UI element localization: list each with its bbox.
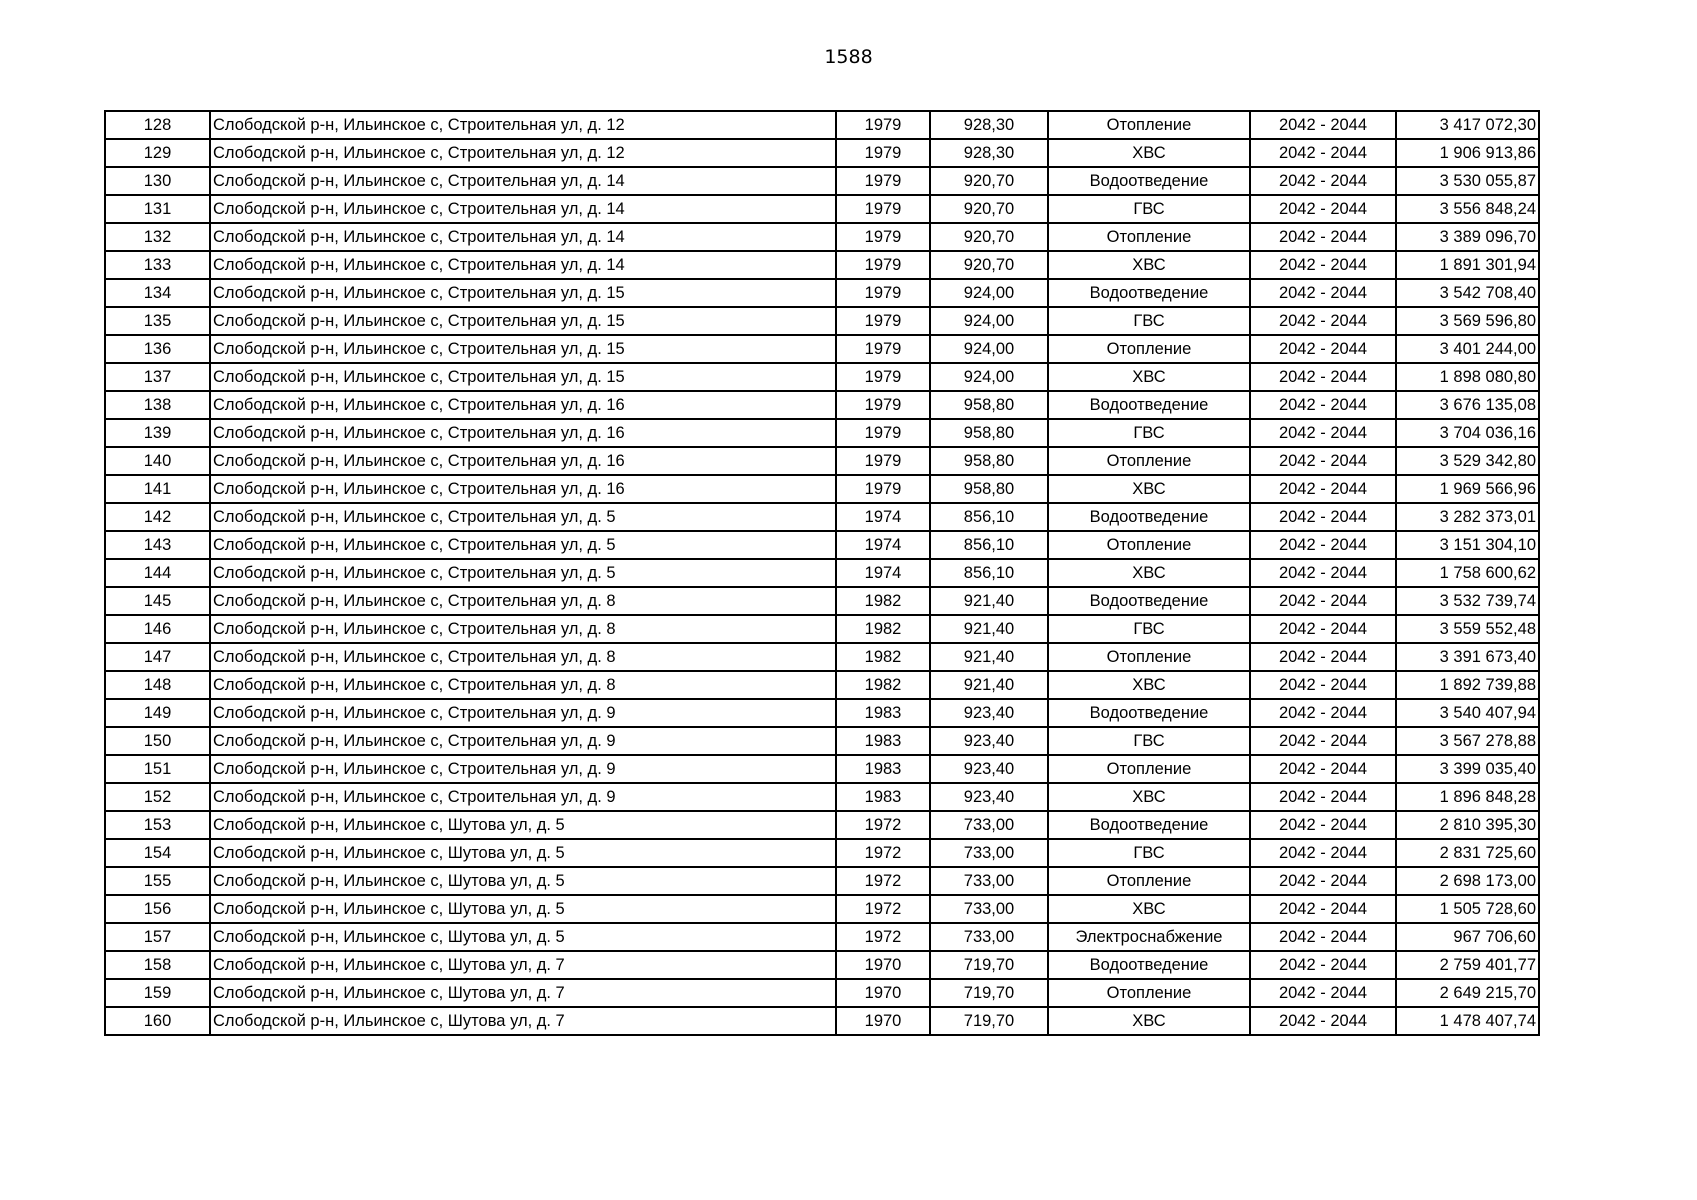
year-cell: 1983 [836,727,930,755]
table-row [105,223,1539,251]
year-cell: 1979 [836,447,930,475]
year-cell: 1979 [836,139,930,167]
year-cell: 1979 [836,363,930,391]
table-row [105,111,1539,139]
address-cell: Слободской р-н, Ильинское с, Строительная ул, д. 14 [210,195,836,223]
table-row [105,391,1539,419]
cost-cell: 3 556 848,24 [1396,195,1539,223]
row-number-cell: 140 [105,447,210,475]
year-cell: 1979 [836,475,930,503]
area-cell: 924,00 [930,279,1048,307]
area-cell: 733,00 [930,923,1048,951]
row-number-cell: 157 [105,923,210,951]
table-row [105,335,1539,363]
period-cell: 2042 - 2044 [1250,139,1396,167]
table-row [105,671,1539,699]
table-row [105,699,1539,727]
work-type-cell: Электроснабжение [1048,923,1250,951]
work-type-cell: Водоотведение [1048,699,1250,727]
table-row [105,307,1539,335]
address-cell: Слободской р-н, Ильинское с, Строительная ул, д. 12 [210,111,836,139]
row-number-cell: 146 [105,615,210,643]
year-cell: 1983 [836,783,930,811]
cost-cell: 3 399 035,40 [1396,755,1539,783]
area-cell: 958,80 [930,419,1048,447]
area-cell: 921,40 [930,643,1048,671]
cost-cell: 3 540 407,94 [1396,699,1539,727]
period-cell: 2042 - 2044 [1250,839,1396,867]
cost-cell: 3 529 342,80 [1396,447,1539,475]
address-cell: Слободской р-н, Ильинское с, Строительная ул, д. 9 [210,727,836,755]
row-number-cell: 132 [105,223,210,251]
row-number-cell: 138 [105,391,210,419]
address-cell: Слободской р-н, Ильинское с, Строительная ул, д. 16 [210,419,836,447]
work-type-cell: Водоотведение [1048,811,1250,839]
work-type-cell: Отопление [1048,447,1250,475]
year-cell: 1983 [836,699,930,727]
table-row [105,531,1539,559]
period-cell: 2042 - 2044 [1250,559,1396,587]
address-cell: Слободской р-н, Ильинское с, Строительная ул, д. 16 [210,391,836,419]
work-type-cell: ГВС [1048,615,1250,643]
address-cell: Слободской р-н, Ильинское с, Строительная ул, д. 15 [210,279,836,307]
work-type-cell: Отопление [1048,755,1250,783]
period-cell: 2042 - 2044 [1250,167,1396,195]
year-cell: 1982 [836,615,930,643]
row-number-cell: 145 [105,587,210,615]
cost-cell: 1 892 739,88 [1396,671,1539,699]
work-type-cell: Отопление [1048,223,1250,251]
cost-cell: 2 831 725,60 [1396,839,1539,867]
area-cell: 733,00 [930,811,1048,839]
cost-cell: 2 649 215,70 [1396,979,1539,1007]
address-cell: Слободской р-н, Ильинское с, Шутова ул, д. 5 [210,923,836,951]
table-row [105,979,1539,1007]
area-cell: 856,10 [930,503,1048,531]
year-cell: 1979 [836,195,930,223]
table-row [105,895,1539,923]
row-number-cell: 152 [105,783,210,811]
cost-cell: 3 151 304,10 [1396,531,1539,559]
cost-cell: 967 706,60 [1396,923,1539,951]
area-cell: 921,40 [930,587,1048,615]
period-cell: 2042 - 2044 [1250,447,1396,475]
address-cell: Слободской р-н, Ильинское с, Строительная ул, д. 9 [210,755,836,783]
year-cell: 1979 [836,223,930,251]
cost-cell: 3 542 708,40 [1396,279,1539,307]
area-cell: 923,40 [930,783,1048,811]
row-number-cell: 128 [105,111,210,139]
address-cell: Слободской р-н, Ильинское с, Строительная ул, д. 14 [210,167,836,195]
row-number-cell: 135 [105,307,210,335]
cost-cell: 3 389 096,70 [1396,223,1539,251]
row-number-cell: 147 [105,643,210,671]
table-row [105,839,1539,867]
address-cell: Слободской р-н, Ильинское с, Строительная ул, д. 5 [210,559,836,587]
period-cell: 2042 - 2044 [1250,363,1396,391]
year-cell: 1979 [836,251,930,279]
period-cell: 2042 - 2044 [1250,1007,1396,1035]
page-number: 1588 [824,46,873,68]
work-type-cell: ХВС [1048,895,1250,923]
table-row [105,167,1539,195]
period-cell: 2042 - 2044 [1250,587,1396,615]
address-cell: Слободской р-н, Ильинское с, Строительная ул, д. 8 [210,671,836,699]
table-row [105,643,1539,671]
table-row [105,755,1539,783]
address-cell: Слободской р-н, Ильинское с, Шутова ул, д. 7 [210,979,836,1007]
work-type-cell: Водоотведение [1048,167,1250,195]
cost-cell: 3 704 036,16 [1396,419,1539,447]
cost-cell: 1 898 080,80 [1396,363,1539,391]
table-row [105,559,1539,587]
period-cell: 2042 - 2044 [1250,335,1396,363]
year-cell: 1979 [836,167,930,195]
work-type-cell: ГВС [1048,419,1250,447]
row-number-cell: 129 [105,139,210,167]
work-type-cell: Водоотведение [1048,503,1250,531]
period-cell: 2042 - 2044 [1250,503,1396,531]
row-number-cell: 158 [105,951,210,979]
year-cell: 1970 [836,979,930,1007]
period-cell: 2042 - 2044 [1250,671,1396,699]
address-cell: Слободской р-н, Ильинское с, Строительная ул, д. 14 [210,223,836,251]
table-row [105,783,1539,811]
cost-cell: 1 505 728,60 [1396,895,1539,923]
table-row [105,951,1539,979]
address-cell: Слободской р-н, Ильинское с, Шутова ул, д. 5 [210,867,836,895]
area-cell: 719,70 [930,1007,1048,1035]
cost-cell: 2 759 401,77 [1396,951,1539,979]
cost-cell: 1 891 301,94 [1396,251,1539,279]
address-cell: Слободской р-н, Ильинское с, Строительная ул, д. 16 [210,447,836,475]
cost-cell: 3 417 072,30 [1396,111,1539,139]
period-cell: 2042 - 2044 [1250,811,1396,839]
work-type-cell: ХВС [1048,251,1250,279]
cost-cell: 3 567 278,88 [1396,727,1539,755]
address-cell: Слободской р-н, Ильинское с, Строительная ул, д. 15 [210,335,836,363]
address-cell: Слободской р-н, Ильинское с, Строительная ул, д. 9 [210,783,836,811]
table-row [105,923,1539,951]
year-cell: 1974 [836,503,930,531]
work-type-cell: ХВС [1048,139,1250,167]
area-cell: 920,70 [930,251,1048,279]
table-row [105,251,1539,279]
year-cell: 1979 [836,307,930,335]
area-cell: 920,70 [930,167,1048,195]
table-row [105,615,1539,643]
table-row [105,139,1539,167]
work-type-cell: Отопление [1048,111,1250,139]
period-cell: 2042 - 2044 [1250,531,1396,559]
address-cell: Слободской р-н, Ильинское с, Строительная ул, д. 5 [210,503,836,531]
year-cell: 1979 [836,335,930,363]
period-cell: 2042 - 2044 [1250,783,1396,811]
work-type-cell: Водоотведение [1048,951,1250,979]
records-table [104,110,1540,1036]
table-row [105,811,1539,839]
area-cell: 924,00 [930,307,1048,335]
area-cell: 921,40 [930,671,1048,699]
period-cell: 2042 - 2044 [1250,251,1396,279]
address-cell: Слободской р-н, Ильинское с, Строительная ул, д. 15 [210,363,836,391]
area-cell: 920,70 [930,223,1048,251]
table-row [105,195,1539,223]
work-type-cell: ХВС [1048,1007,1250,1035]
table-row [105,587,1539,615]
address-cell: Слободской р-н, Ильинское с, Строительная ул, д. 5 [210,531,836,559]
period-cell: 2042 - 2044 [1250,615,1396,643]
work-type-cell: ХВС [1048,475,1250,503]
address-cell: Слободской р-н, Ильинское с, Шутова ул, д. 5 [210,811,836,839]
period-cell: 2042 - 2044 [1250,867,1396,895]
address-cell: Слободской р-н, Ильинское с, Шутова ул, д. 7 [210,951,836,979]
row-number-cell: 136 [105,335,210,363]
address-cell: Слободской р-н, Ильинское с, Шутова ул, д. 7 [210,1007,836,1035]
row-number-cell: 137 [105,363,210,391]
year-cell: 1979 [836,391,930,419]
year-cell: 1979 [836,111,930,139]
period-cell: 2042 - 2044 [1250,643,1396,671]
row-number-cell: 144 [105,559,210,587]
address-cell: Слободской р-н, Ильинское с, Шутова ул, д. 5 [210,895,836,923]
year-cell: 1972 [836,867,930,895]
address-cell: Слободской р-н, Ильинское с, Строительная ул, д. 8 [210,643,836,671]
area-cell: 928,30 [930,139,1048,167]
work-type-cell: ГВС [1048,307,1250,335]
work-type-cell: Отопление [1048,979,1250,1007]
work-type-cell: Отопление [1048,643,1250,671]
work-type-cell: ГВС [1048,839,1250,867]
work-type-cell: ГВС [1048,195,1250,223]
work-type-cell: ХВС [1048,363,1250,391]
row-number-cell: 156 [105,895,210,923]
address-cell: Слободской р-н, Ильинское с, Строительная ул, д. 8 [210,615,836,643]
cost-cell: 3 391 673,40 [1396,643,1539,671]
row-number-cell: 131 [105,195,210,223]
work-type-cell: Водоотведение [1048,391,1250,419]
row-number-cell: 133 [105,251,210,279]
period-cell: 2042 - 2044 [1250,727,1396,755]
area-cell: 733,00 [930,839,1048,867]
cost-cell: 3 530 055,87 [1396,167,1539,195]
row-number-cell: 159 [105,979,210,1007]
cost-cell: 3 532 739,74 [1396,587,1539,615]
area-cell: 958,80 [930,391,1048,419]
work-type-cell: Водоотведение [1048,587,1250,615]
year-cell: 1983 [836,755,930,783]
area-cell: 719,70 [930,951,1048,979]
table-row [105,447,1539,475]
area-cell: 923,40 [930,755,1048,783]
table-row [105,727,1539,755]
row-number-cell: 139 [105,419,210,447]
table-row [105,363,1539,391]
row-number-cell: 130 [105,167,210,195]
address-cell: Слободской р-н, Ильинское с, Строительная ул, д. 16 [210,475,836,503]
work-type-cell: ХВС [1048,559,1250,587]
area-cell: 924,00 [930,363,1048,391]
address-cell: Слободской р-н, Ильинское с, Шутова ул, д. 5 [210,839,836,867]
work-type-cell: Отопление [1048,531,1250,559]
period-cell: 2042 - 2044 [1250,307,1396,335]
cost-cell: 3 569 596,80 [1396,307,1539,335]
table-row [105,279,1539,307]
row-number-cell: 141 [105,475,210,503]
address-cell: Слободской р-н, Ильинское с, Строительная ул, д. 12 [210,139,836,167]
period-cell: 2042 - 2044 [1250,979,1396,1007]
address-cell: Слободской р-н, Ильинское с, Строительная ул, д. 9 [210,699,836,727]
period-cell: 2042 - 2044 [1250,923,1396,951]
work-type-cell: ГВС [1048,727,1250,755]
row-number-cell: 149 [105,699,210,727]
row-number-cell: 153 [105,811,210,839]
table-row [105,867,1539,895]
year-cell: 1979 [836,419,930,447]
row-number-cell: 160 [105,1007,210,1035]
area-cell: 923,40 [930,699,1048,727]
period-cell: 2042 - 2044 [1250,699,1396,727]
period-cell: 2042 - 2044 [1250,195,1396,223]
row-number-cell: 155 [105,867,210,895]
row-number-cell: 150 [105,727,210,755]
table-body [105,111,1539,1035]
period-cell: 2042 - 2044 [1250,223,1396,251]
area-cell: 928,30 [930,111,1048,139]
address-cell: Слободской р-н, Ильинское с, Строительная ул, д. 8 [210,587,836,615]
year-cell: 1972 [836,811,930,839]
area-cell: 924,00 [930,335,1048,363]
cost-cell: 3 282 373,01 [1396,503,1539,531]
table-row [105,475,1539,503]
year-cell: 1972 [836,895,930,923]
work-type-cell: Отопление [1048,335,1250,363]
year-cell: 1982 [836,643,930,671]
year-cell: 1972 [836,923,930,951]
area-cell: 856,10 [930,559,1048,587]
year-cell: 1974 [836,531,930,559]
cost-cell: 2 698 173,00 [1396,867,1539,895]
year-cell: 1974 [836,559,930,587]
period-cell: 2042 - 2044 [1250,111,1396,139]
year-cell: 1970 [836,1007,930,1035]
area-cell: 923,40 [930,727,1048,755]
row-number-cell: 151 [105,755,210,783]
cost-cell: 1 758 600,62 [1396,559,1539,587]
area-cell: 958,80 [930,447,1048,475]
year-cell: 1972 [836,839,930,867]
period-cell: 2042 - 2044 [1250,755,1396,783]
area-cell: 733,00 [930,895,1048,923]
work-type-cell: ХВС [1048,671,1250,699]
table-row [105,503,1539,531]
year-cell: 1970 [836,951,930,979]
cost-cell: 1 969 566,96 [1396,475,1539,503]
address-cell: Слободской р-н, Ильинское с, Строительная ул, д. 14 [210,251,836,279]
row-number-cell: 143 [105,531,210,559]
area-cell: 921,40 [930,615,1048,643]
work-type-cell: Водоотведение [1048,279,1250,307]
work-type-cell: Отопление [1048,867,1250,895]
area-cell: 920,70 [930,195,1048,223]
cost-cell: 3 401 244,00 [1396,335,1539,363]
row-number-cell: 134 [105,279,210,307]
year-cell: 1982 [836,587,930,615]
year-cell: 1979 [836,279,930,307]
row-number-cell: 142 [105,503,210,531]
area-cell: 958,80 [930,475,1048,503]
row-number-cell: 154 [105,839,210,867]
year-cell: 1982 [836,671,930,699]
period-cell: 2042 - 2044 [1250,391,1396,419]
period-cell: 2042 - 2044 [1250,895,1396,923]
table-row [105,419,1539,447]
cost-cell: 3 559 552,48 [1396,615,1539,643]
cost-cell: 3 676 135,08 [1396,391,1539,419]
period-cell: 2042 - 2044 [1250,951,1396,979]
cost-cell: 2 810 395,30 [1396,811,1539,839]
area-cell: 856,10 [930,531,1048,559]
cost-cell: 1 478 407,74 [1396,1007,1539,1035]
row-number-cell: 148 [105,671,210,699]
cost-cell: 1 906 913,86 [1396,139,1539,167]
period-cell: 2042 - 2044 [1250,419,1396,447]
address-cell: Слободской р-н, Ильинское с, Строительная ул, д. 15 [210,307,836,335]
cost-cell: 1 896 848,28 [1396,783,1539,811]
table-row [105,1007,1539,1035]
work-type-cell: ХВС [1048,783,1250,811]
area-cell: 733,00 [930,867,1048,895]
period-cell: 2042 - 2044 [1250,279,1396,307]
area-cell: 719,70 [930,979,1048,1007]
period-cell: 2042 - 2044 [1250,475,1396,503]
